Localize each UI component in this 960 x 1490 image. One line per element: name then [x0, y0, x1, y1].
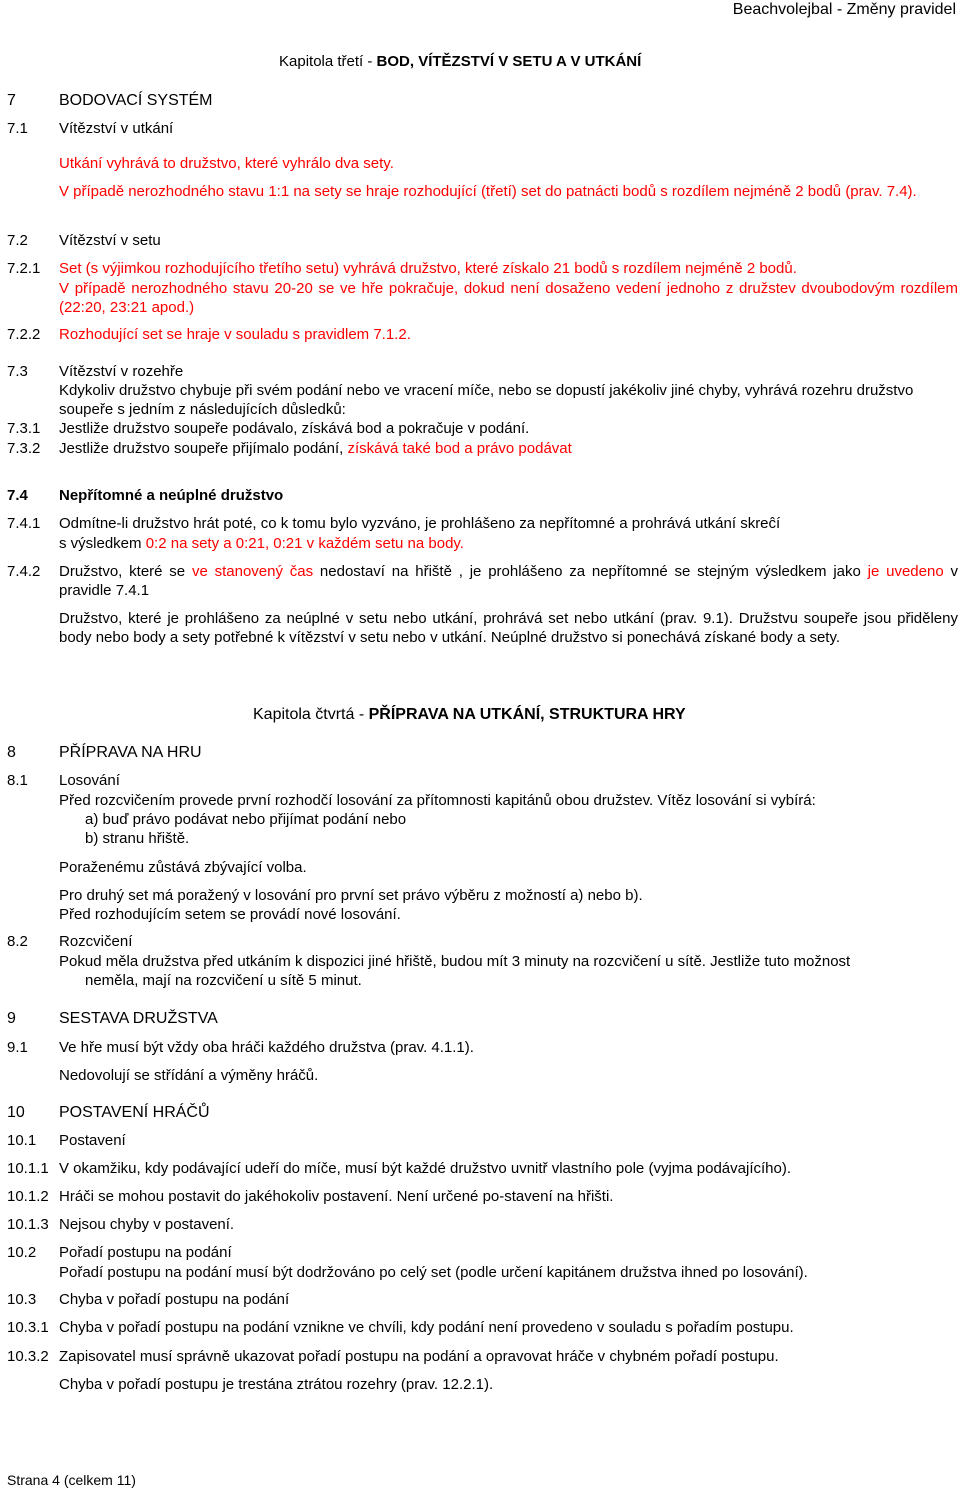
section-7-4-title: Nepřítomné a neúplné družstvo: [59, 487, 284, 504]
section-8-2-number: 8.2: [7, 933, 28, 950]
section-10-1-3-text: Nejsou chyby v postavení.: [59, 1216, 235, 1233]
section-10-1-1-text: V okamžiku, kdy podávající udeří do míče, musí být každé družstvo uvnitř vlastního pole (vyjma podávajícího).: [59, 1160, 792, 1177]
chapter-4-title: PŘÍPRAVA NA UTKÁNÍ, STRUKTURA HRY: [368, 706, 686, 723]
section-8-1-option-b: b) stranu hřiště.: [85, 830, 190, 847]
section-10-3-2-number: 10.3.2: [7, 1348, 49, 1365]
section-7-4-1-line2-black: s výsledkem: [59, 535, 146, 552]
section-10-3-1-text: Chyba v pořadí postupu na podání vznikne ve chvíli, kdy podání není provedeno v souladu s pořadím postupu.: [59, 1319, 794, 1336]
page-footer: Strana 4 (celkem 11): [7, 1472, 136, 1488]
section-8-2-line2: neměla, mají na rozcvičení u sítě 5 minut.: [85, 972, 362, 989]
section-7-4-2-part-e: v pravidle 7.4.1: [59, 563, 958, 599]
section-7-3-title: Vítězství v rozehře: [59, 363, 184, 380]
section-7-4-2-part-b: ve stanovený čas: [191, 563, 314, 580]
section-9-number: 9: [7, 1010, 16, 1027]
section-7-4-2-part-d: je uvedeno: [867, 563, 944, 580]
section-7-3-2-text-red: získává také bod a právo podávat: [347, 440, 572, 457]
section-7-2-1-text2: V případě nerozhodného stavu 20-20 se ve hře pokračuje, dokud není dosaženo vedení jednoho z družstev dvoubodovým rozdílem (22:20, 23:21 apod.): [59, 280, 958, 316]
section-7-1-line1: Utkání vyhrává to družstvo, které vyhrálo dva sety.: [59, 155, 394, 172]
section-10-3-number: 10.3: [7, 1291, 37, 1308]
section-7-4-2-part-c: nedostaví na hřiště , je prohlášeno za nepřítomné se stejným výsledkem jako: [313, 563, 868, 580]
section-8-1-option-a: a) buď právo podávat nebo přijímat podání nebo: [85, 811, 407, 828]
section-10-1-3-number: 10.1.3: [7, 1216, 49, 1233]
section-7-2-1-text1: Set (s výjimkou rozhodujícího třetího setu) vyhrává družstvo, které získalo 21 bodů s rozdílem nejméně 2 bodů.: [59, 260, 797, 277]
section-10-3-1-number: 10.3.1: [7, 1319, 49, 1336]
section-8-1-p2: Poraženému zůstává zbývající volba.: [59, 859, 307, 876]
section-7-2-title: Vítězství v setu: [59, 232, 161, 249]
section-7-4-1-line1: Odmítne-li družstvo hrát poté, co k tomu bylo vyzváno, je prohlášeno za nepřítomné a prohrává utkání skreĉí: [59, 515, 781, 532]
section-9-title: SESTAVA DRUŽSTVA: [59, 1010, 218, 1027]
section-7-2-2-text: Rozhodující set se hraje v souladu s pravidlem 7.1.2.: [59, 326, 411, 343]
section-8-1-number: 8.1: [7, 772, 28, 789]
section-7-3-1-text: Jestliže družstvo soupeře podávalo, získává bod a pokračuje v podání.: [59, 420, 530, 437]
section-10-2-number: 10.2: [7, 1244, 37, 1261]
section-8-2-line1: Pokud měla družstva před utkáním k dispozici jiné hřiště, budou mít 3 minuty na rozcvičení u sítě. Jestliže tuto možnost: [59, 953, 851, 970]
section-7-title: BODOVACÍ SYSTÉM: [59, 92, 213, 109]
section-7-4-2-number: 7.4.2: [7, 563, 41, 580]
section-10-1-1-number: 10.1.1: [7, 1160, 49, 1177]
section-10-1-number: 10.1: [7, 1132, 37, 1149]
chapter-3-prefix: Kapitola třetí -: [279, 53, 377, 70]
section-8-1-title: Losování: [59, 772, 120, 789]
section-7-3-2-text: [59, 439, 572, 458]
section-10-title: POSTAVENÍ HRÁČŮ: [59, 1104, 210, 1121]
section-7-number: 7: [7, 92, 16, 109]
section-7-4-1-number: 7.4.1: [7, 515, 41, 532]
section-8-2-title: Rozcvičení: [59, 933, 133, 950]
section-9-1-text2: Nedovolují se střídání a výměny hráčů.: [59, 1067, 319, 1084]
section-7-4-2-para2: Družstvo, které je prohlášeno za neúplné v setu nebo utkání, prohrává set nebo utkání (prav. 9.1). Družstvu soupeře jsou přiděleny body nebo body a sety potřebné k vítězství v setu nebo v utkání. Neúplné družstvo si ponechává získané body a sety.: [59, 610, 958, 646]
section-7-1-line2: V případě nerozhodného stavu 1:1 na sety se hraje rozhodující (třetí) set do patnácti bodů s rozdílem nejméně 2 bodů (prav. 7.4).: [59, 183, 917, 200]
section-7-1-title: Vítězství v utkání: [59, 120, 174, 137]
section-7-4-1-line2: [59, 534, 464, 553]
chapter-4-heading: [253, 705, 686, 724]
section-10-3-title: Chyba v pořadí postupu na podání: [59, 1291, 290, 1308]
section-7-4-2-part-a: Družstvo, které se: [59, 563, 192, 580]
section-7-3-text: Kdykoliv družstvo chybuje při svém podání nebo ve vracení míče, nebo se dopustí jakékoliv jiné chyby, vyhrává rozehru družstvo soupeře s jedním z následujících důsledků:: [59, 382, 914, 418]
chapter-3-title: BOD, VÍTĚZSTVÍ V SETU A V UTKÁNÍ: [376, 53, 642, 70]
chapter-3-heading: [279, 52, 641, 71]
section-9-1-number: 9.1: [7, 1039, 28, 1056]
section-10-2-title: Pořadí postupu na podání: [59, 1244, 232, 1261]
section-7-1-number: 7.1: [7, 120, 28, 137]
section-10-number: 10: [7, 1104, 25, 1121]
section-7-3-1-number: 7.3.1: [7, 420, 41, 437]
section-10-1-2-number: 10.1.2: [7, 1188, 49, 1205]
section-9-1-text: Ve hře musí být vždy oba hráči každého družstva (prav. 4.1.1).: [59, 1039, 474, 1056]
section-10-1-2-text: Hráči se mohou postavit do jakéhokoliv postavení. Není určené po-stavení na hřišti.: [59, 1188, 614, 1205]
section-7-4-1-line2-red: 0:2 na sety a 0:21, 0:21 v každém setu na body.: [145, 535, 464, 552]
section-8-number: 8: [7, 744, 16, 761]
document-header-title: Beachvolejbal - Změny pravidel: [732, 1, 956, 18]
section-7-2-2-number: 7.2.2: [7, 326, 41, 343]
section-7-3-2-number: 7.3.2: [7, 440, 41, 457]
section-10-2-text: Pořadí postupu na podání musí být dodržováno po celý set (podle určení kapitánem družstva ihned po losování).: [59, 1264, 808, 1281]
section-8-1-line1: Před rozcvičením provede první rozhodčí losování za přítomnosti kapitánů obou družstev. Vítěz losování si vybírá:: [59, 792, 816, 809]
section-8-1-p4: Před rozhodujícím setem se provádí nové losování.: [59, 906, 401, 923]
section-7-2-1-number: 7.2.1: [7, 260, 41, 277]
section-7-2-number: 7.2: [7, 232, 28, 249]
section-10-1-title: Postavení: [59, 1132, 126, 1149]
section-10-3-2-text: Zapisovatel musí správně ukazovat pořadí postupu na podání a opravovat hráče v chybném pořadí postupu.: [59, 1348, 779, 1365]
section-7-3-2-text-black: Jestliže družstvo soupeře přijímalo podání,: [59, 440, 348, 457]
section-10-3-2-text2: Chyba v pořadí postupu je trestána ztrátou rozehry (prav. 12.2.1).: [59, 1376, 494, 1393]
section-7-4-2-text: [59, 562, 958, 600]
chapter-4-prefix: Kapitola čtvrtá -: [253, 706, 369, 723]
section-7-3-number: 7.3: [7, 363, 28, 380]
section-7-4-number: 7.4: [7, 487, 28, 504]
section-8-title: PŘÍPRAVA NA HRU: [59, 744, 202, 761]
section-8-1-p3: Pro druhý set má poražený v losování pro první set právo výběru z možností a) nebo b).: [59, 887, 643, 904]
